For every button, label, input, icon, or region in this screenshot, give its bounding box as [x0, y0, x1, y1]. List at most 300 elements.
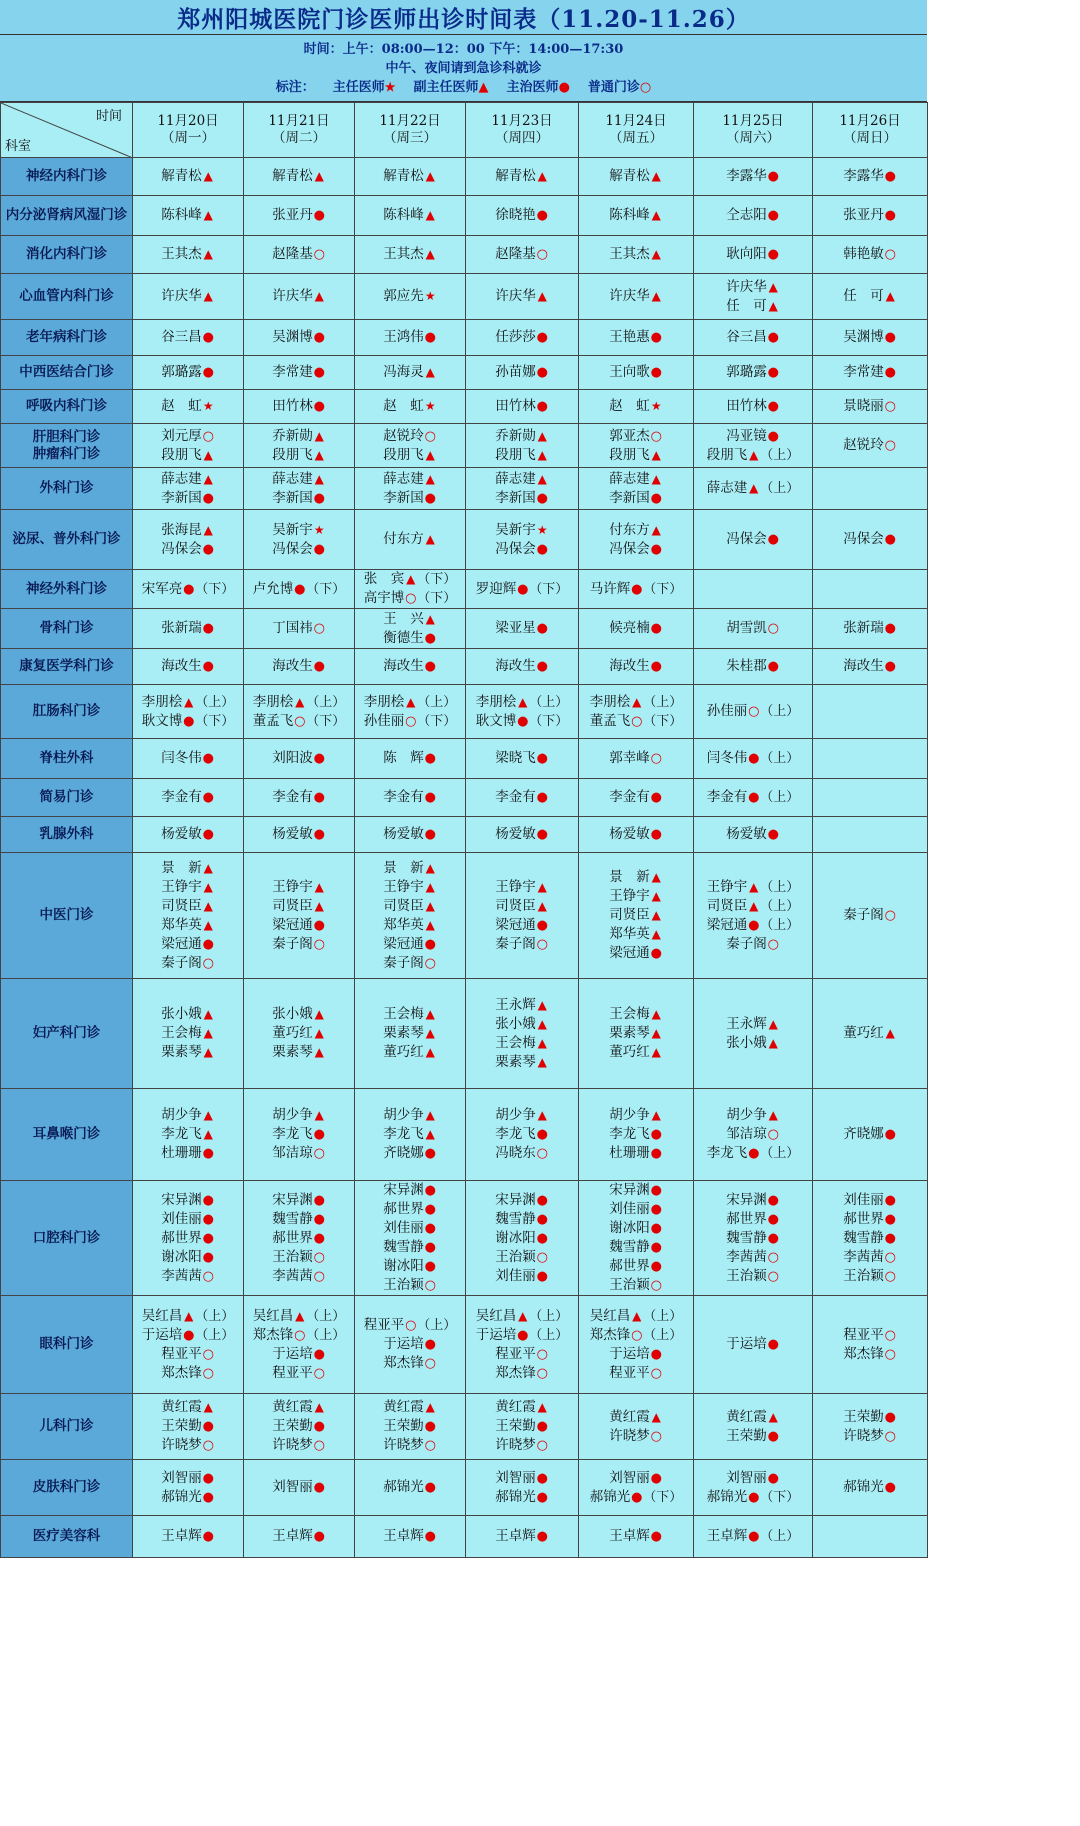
- doctor-entry: [133, 935, 243, 954]
- dot-icon: ●: [313, 1230, 325, 1246]
- schedule-cell: [244, 356, 355, 390]
- doctor-entry: [813, 1478, 927, 1497]
- doctor-entry: [466, 1144, 578, 1163]
- doctor-name: 郝锦光: [383, 1479, 424, 1495]
- ring-icon: ○: [650, 1365, 662, 1381]
- doctor-entry: [133, 540, 243, 559]
- doctor-name: 李茜茜: [272, 1267, 313, 1284]
- doctor-entry: [694, 1335, 812, 1354]
- triangle-icon: ▲: [651, 169, 661, 183]
- dot-icon: ●: [202, 1470, 214, 1486]
- doctor-name: 刘佳丽: [161, 1210, 202, 1227]
- schedule-cell: [355, 468, 466, 510]
- doctor-entry: [244, 657, 354, 676]
- doctor-name: 杨爱敏: [383, 826, 424, 842]
- triangle-icon: ▲: [768, 279, 778, 294]
- doctor-entry: [579, 1144, 693, 1163]
- doctor-entry: [466, 580, 578, 599]
- ring-icon: ○: [767, 936, 779, 952]
- doctor-entry: [579, 1364, 693, 1383]
- doctor-entry: [244, 897, 354, 916]
- day-header: 11月26日 （周日）: [813, 103, 928, 158]
- schedule-cell: [355, 779, 466, 817]
- schedule-cell: [133, 779, 244, 817]
- doctor-entry: [133, 1024, 243, 1043]
- doctor-name: 胡雪凯: [726, 620, 767, 636]
- schedule-cell: [579, 356, 694, 390]
- doctor-entry: [244, 693, 354, 712]
- doctor-name: 海改生: [272, 658, 313, 674]
- doctor-name: 冯保会: [609, 540, 650, 557]
- triangle-icon: ▲: [768, 1409, 778, 1424]
- dot-icon: ●: [650, 1127, 662, 1142]
- dot-icon: ●: [884, 1230, 896, 1246]
- dot-icon: ●: [650, 621, 662, 636]
- doctor-name: 郝世界: [726, 1210, 767, 1227]
- schedule-info: [0, 35, 927, 102]
- schedule-cell: [813, 1460, 928, 1516]
- doctor-entry: [133, 1345, 243, 1364]
- session-suffix: （上）: [306, 1308, 346, 1324]
- doctor-name: 孙苗娜: [495, 364, 536, 380]
- doctor-entry: [813, 657, 927, 676]
- triangle-icon: ▲: [518, 1308, 528, 1323]
- doctor-name: 任 可: [843, 288, 884, 304]
- triangle-icon: ▲: [425, 879, 435, 894]
- dot-icon: ●: [767, 208, 779, 223]
- ring-icon: ○: [884, 1428, 896, 1444]
- schedule-cell: [579, 853, 694, 979]
- doctor-name: 司贤臣: [383, 897, 424, 914]
- dot-icon: ●: [884, 1211, 896, 1227]
- doctor-name: 魏雪静: [383, 1239, 424, 1255]
- schedule-cell: [579, 817, 694, 853]
- doctor-entry: [244, 363, 354, 382]
- schedule-cell: [694, 1089, 813, 1181]
- doctor-name: 刘佳丽: [609, 1201, 650, 1217]
- triangle-icon: ▲: [203, 1127, 213, 1141]
- doctor-entry: [355, 489, 465, 508]
- schedule-cell: [813, 196, 928, 236]
- dot-icon: ●: [536, 1529, 548, 1544]
- dot-icon: ●: [313, 1480, 325, 1495]
- doctor-name: 郑杰锋: [495, 1364, 536, 1381]
- dot-icon: ●: [424, 630, 436, 646]
- dot-icon: ●: [767, 532, 779, 547]
- schedule-cell: [244, 570, 355, 609]
- doctor-name: 李龙飞: [272, 1126, 313, 1142]
- schedule-cell: [466, 468, 579, 510]
- doctor-entry: [133, 749, 243, 768]
- schedule-cell: [355, 570, 466, 609]
- doctor-name: 李龙飞: [383, 1126, 424, 1142]
- triangle-icon: ▲: [537, 1016, 547, 1031]
- department-name: 耳鼻喉门诊: [32, 1126, 101, 1142]
- schedule-row: [1, 236, 928, 274]
- doctor-entry: [813, 619, 927, 638]
- dot-icon: ●: [767, 365, 779, 380]
- dot-icon: ●: [650, 1240, 662, 1255]
- session-suffix: （上）: [760, 1529, 800, 1544]
- schedule-cell: [133, 1460, 244, 1516]
- doctor-name: 段朋飞: [495, 446, 536, 463]
- ring-icon: ○: [424, 428, 436, 444]
- doctor-entry: [355, 657, 465, 676]
- dot-icon: ●: [424, 751, 436, 766]
- doctor-entry: [579, 1024, 693, 1043]
- doctor-entry: [694, 427, 812, 446]
- doctor-entry: [133, 446, 243, 465]
- schedule-cell: [466, 649, 579, 685]
- dot-icon: ●: [202, 1419, 214, 1434]
- dot-icon: ●: [650, 1221, 662, 1236]
- schedule-row: [1, 510, 928, 570]
- doctor-entry: [244, 521, 354, 540]
- star-icon: ★: [536, 522, 548, 537]
- doctor-entry: [244, 1307, 354, 1326]
- doctor-name: 谢冰阳: [495, 1229, 536, 1246]
- doctor-name: 刘阳波: [272, 750, 313, 766]
- doctor-entry: [579, 749, 693, 768]
- doctor-entry: [813, 1408, 927, 1427]
- doctor-name: 魏雪静: [609, 1239, 650, 1255]
- doctor-name: 栗素琴: [272, 1044, 313, 1060]
- doctor-name: 许晓梦: [161, 1437, 202, 1453]
- triangle-icon: ▲: [425, 898, 435, 913]
- department-cell: [1, 424, 133, 468]
- schedule-cell: [244, 424, 355, 468]
- doctor-name: 梁亚星: [495, 620, 536, 636]
- triangle-icon: ▲: [537, 1054, 547, 1069]
- doctor-entry: [466, 446, 578, 465]
- doctor-entry: [244, 1125, 354, 1144]
- dot-icon: ●: [424, 1419, 436, 1434]
- schedule-cell: [244, 196, 355, 236]
- doctor-entry: [355, 1316, 465, 1335]
- doctor-name: 李常建: [272, 364, 313, 380]
- doctor-entry: [694, 619, 812, 638]
- dot-icon: ●: [748, 790, 760, 805]
- doctor-entry: [244, 1364, 354, 1383]
- doctor-entry: [133, 897, 243, 916]
- doctor-name: 栗素琴: [383, 1025, 424, 1041]
- schedule-cell: [244, 158, 355, 196]
- dot-icon: ●: [202, 1249, 214, 1265]
- doctor-name: 许庆华: [272, 288, 313, 304]
- doctor-name: 栗素琴: [161, 1044, 202, 1060]
- doctor-entry: [244, 489, 354, 508]
- triangle-icon: ▲: [425, 1127, 435, 1141]
- dot-icon: ●: [767, 1470, 779, 1486]
- triangle-icon: ▲: [651, 889, 661, 903]
- doctor-name: 吴新宇: [495, 521, 536, 538]
- doctor-entry: [813, 397, 927, 416]
- session-suffix: （上）: [306, 1327, 346, 1343]
- doctor-entry: [466, 1307, 578, 1326]
- dot-icon: ●: [650, 1346, 662, 1362]
- dot-icon: ●: [536, 917, 548, 933]
- triangle-icon: ▲: [651, 1108, 661, 1122]
- triangle-icon: ▲: [184, 1308, 194, 1323]
- doctor-name: 宋异渊: [495, 1191, 536, 1208]
- dot-icon: ●: [313, 330, 325, 345]
- session-suffix: （下）: [417, 591, 457, 606]
- department-name: 心血管内科门诊: [19, 288, 114, 304]
- dot-icon: ●: [767, 1230, 779, 1246]
- schedule-cell: [355, 274, 466, 320]
- doctor-entry: [813, 906, 927, 925]
- schedule-cell: [355, 1089, 466, 1181]
- ring-icon: ○: [424, 1356, 436, 1371]
- dot-icon: ●: [202, 1489, 214, 1505]
- doctor-entry: [813, 1267, 927, 1286]
- doctor-name: 薛志建: [383, 470, 424, 487]
- doctor-name: 田竹林: [726, 398, 767, 414]
- doctor-name: 栗素琴: [609, 1025, 650, 1041]
- session-suffix: （下）: [760, 1489, 800, 1505]
- schedule-cell: [133, 649, 244, 685]
- doctor-entry: [813, 363, 927, 382]
- doctor-entry: [133, 1191, 243, 1210]
- doctor-name: 王荣勤: [495, 1418, 536, 1434]
- doctor-name: 田竹林: [495, 398, 536, 414]
- dot-icon: ●: [517, 581, 529, 597]
- doctor-entry: [133, 1210, 243, 1229]
- doctor-entry: [133, 1527, 243, 1546]
- doctor-entry: [355, 825, 465, 844]
- doctor-name: 李龙飞: [161, 1126, 202, 1142]
- schedule-cell: [466, 274, 579, 320]
- ring-icon: ○: [202, 955, 214, 971]
- doctor-name: 景晓丽: [843, 398, 884, 414]
- header-row: [1, 103, 928, 158]
- doctor-name: 胡少争: [161, 1107, 202, 1123]
- schedule-cell: [244, 1394, 355, 1460]
- doctor-name: 段朋飞: [609, 446, 650, 463]
- dot-icon: ●: [424, 330, 436, 345]
- schedule-cell: [355, 158, 466, 196]
- doctor-entry: [579, 1219, 693, 1238]
- schedule-cell: [694, 468, 813, 510]
- schedule-cell: [694, 1460, 813, 1516]
- doctor-name: 梁冠通: [161, 935, 202, 952]
- doctor-name: 于运培: [272, 1345, 313, 1362]
- doctor-name: 郑杰锋: [383, 1355, 424, 1371]
- schedule-cell: [466, 1296, 579, 1394]
- schedule-cell: [244, 1089, 355, 1181]
- doctor-name: 闫冬伟: [161, 750, 202, 766]
- doctor-entry: [694, 1034, 812, 1053]
- doctor-name: 王治颖: [726, 1267, 767, 1284]
- doctor-entry: [579, 1527, 693, 1546]
- triangle-icon: ▲: [203, 208, 213, 222]
- ring-icon: ○: [424, 955, 436, 971]
- schedule-cell: [813, 1516, 928, 1558]
- schedule-row: [1, 979, 928, 1089]
- doctor-name: 仝志阳: [726, 207, 767, 223]
- schedule-cell: [694, 609, 813, 649]
- schedule-cell: [579, 320, 694, 356]
- schedule-cell: [466, 1394, 579, 1460]
- doctor-name: 赵隆基: [495, 246, 536, 262]
- doctor-name: 孙佳丽: [706, 703, 748, 719]
- doctor-entry: [244, 427, 354, 446]
- schedule-cell: [355, 1516, 466, 1558]
- doctor-entry: [694, 1210, 812, 1229]
- schedule-cell: [355, 320, 466, 356]
- triangle-icon: ▲: [425, 917, 435, 932]
- triangle-icon: ▲: [632, 694, 642, 709]
- doctor-name: 郝锦光: [161, 1488, 202, 1505]
- doctor-name: 任莎莎: [495, 329, 536, 345]
- dot-icon: ●: [313, 208, 325, 223]
- ring-icon: ○: [405, 591, 417, 606]
- ring-icon: ○: [202, 1268, 214, 1284]
- dot-icon: ●: [424, 1221, 436, 1236]
- doctor-entry: [355, 1436, 465, 1455]
- doctor-name: 王卓辉: [706, 1528, 748, 1544]
- dot-icon: ●: [767, 330, 779, 345]
- schedule-cell: [813, 1394, 928, 1460]
- doctor-name: 王卓辉: [609, 1528, 650, 1544]
- dot-icon: ●: [650, 1529, 662, 1544]
- doctor-entry: [579, 825, 693, 844]
- schedule-cell: [813, 158, 928, 196]
- ring-icon: ○: [313, 1268, 325, 1284]
- schedule-cell: [133, 390, 244, 424]
- triangle-icon: ▲: [749, 879, 759, 894]
- dot-icon: ●: [424, 1240, 436, 1255]
- doctor-entry: [244, 1144, 354, 1163]
- doctor-entry: [244, 1024, 354, 1043]
- triangle-icon: ▲: [651, 522, 661, 537]
- dot-icon: ●: [536, 1470, 548, 1486]
- doctor-name: 胡少争: [272, 1107, 313, 1123]
- department-name: 神经外科门诊: [26, 580, 107, 597]
- doctor-name: 吴红昌: [475, 1307, 517, 1324]
- doctor-entry: [355, 206, 465, 225]
- doctor-entry: [694, 479, 812, 498]
- dot-icon: ●: [424, 827, 436, 842]
- doctor-entry: [694, 825, 812, 844]
- doctor-entry: [355, 1144, 465, 1163]
- doctor-name: 黄红霞: [495, 1399, 536, 1415]
- department-name: 肛肠科门诊: [32, 703, 101, 719]
- doctor-entry: [133, 427, 243, 446]
- doctor-name: 耿文博: [475, 712, 517, 729]
- triangle-icon: ▲: [425, 611, 435, 626]
- doctor-entry: [694, 657, 812, 676]
- dot-icon: ●: [424, 936, 436, 952]
- ring-icon: ○: [313, 247, 325, 262]
- doctor-entry: [244, 1527, 354, 1546]
- triangle-icon: ▲: [537, 898, 547, 913]
- dot-icon: ●: [884, 1480, 896, 1495]
- schedule-cell: [694, 570, 813, 609]
- session-suffix: （上）: [417, 1318, 457, 1333]
- schedule-cell: [813, 1089, 928, 1181]
- triangle-icon: ▲: [425, 1108, 435, 1122]
- doctor-entry: [466, 1034, 578, 1053]
- doctor-entry: [579, 657, 693, 676]
- doctor-entry: [355, 749, 465, 768]
- doctor-entry: [133, 328, 243, 347]
- schedule-cell: [133, 570, 244, 609]
- doctor-name: 胡少争: [383, 1107, 424, 1123]
- doctor-name: 薛志建: [272, 470, 313, 487]
- doctor-entry: [133, 1144, 243, 1163]
- department-name: 康复医学科门诊: [19, 658, 114, 674]
- schedule-cell: [813, 739, 928, 779]
- dot-icon: ●: [313, 659, 325, 674]
- ring-icon: ○: [536, 1365, 548, 1381]
- ring-icon: ○: [884, 1249, 896, 1265]
- doctor-entry: [579, 580, 693, 599]
- doctor-name: 魏雪静: [495, 1210, 536, 1227]
- doctor-name: 李茜茜: [161, 1267, 202, 1284]
- ring-icon: ○: [767, 1127, 779, 1142]
- doctor-entry: [133, 245, 243, 264]
- schedule-cell: [466, 390, 579, 424]
- doctor-name: 段朋飞: [161, 446, 202, 463]
- doctor-entry: [133, 470, 243, 489]
- doctor-name: 海改生: [843, 658, 884, 674]
- schedule-cell: [694, 158, 813, 196]
- doctor-entry: [355, 1106, 465, 1125]
- dot-icon: ●: [650, 827, 662, 842]
- doctor-name: 刘佳丽: [383, 1220, 424, 1236]
- doctor-entry: [579, 1469, 693, 1488]
- session-suffix: （上）: [643, 694, 683, 710]
- dot-icon: ●: [536, 490, 548, 506]
- doctor-name: 谢冰阳: [161, 1248, 202, 1265]
- dot-icon: ●: [424, 1480, 436, 1495]
- dot-icon: ●: [202, 490, 214, 506]
- triangle-icon: ▲: [425, 447, 435, 462]
- doctor-entry: [466, 1345, 578, 1364]
- doctor-entry: [133, 1248, 243, 1267]
- dot-icon: ●: [536, 1211, 548, 1227]
- doctor-name: 任 可: [726, 297, 767, 314]
- doctor-entry: [355, 1417, 465, 1436]
- star-icon: ★: [424, 289, 436, 303]
- ring-icon: ○: [536, 1146, 548, 1161]
- doctor-entry: [579, 1488, 693, 1507]
- dot-icon: ●: [424, 1146, 436, 1161]
- triangle-icon: ▲: [203, 522, 213, 537]
- dot-icon: ●: [650, 1202, 662, 1217]
- doctor-name: 王艳惠: [609, 329, 650, 345]
- schedule-cell: [579, 236, 694, 274]
- schedule-cell: [244, 779, 355, 817]
- triangle-icon: ▲: [295, 1308, 305, 1323]
- doctor-name: 黄红霞: [272, 1399, 313, 1415]
- doctor-name: 许庆华: [161, 288, 202, 304]
- doctor-entry: [244, 749, 354, 768]
- schedule-cell: [694, 320, 813, 356]
- doctor-entry: [813, 1210, 927, 1229]
- schedule-cell: [579, 1181, 694, 1296]
- dot-icon: ●: [650, 365, 662, 380]
- dot-icon: ●: [767, 169, 779, 184]
- triangle-icon: ▲: [651, 1045, 661, 1059]
- ring-icon: ○: [748, 704, 760, 719]
- department-cell: [1, 320, 133, 356]
- doctor-entry: [579, 906, 693, 925]
- doctor-name: 黄红霞: [726, 1408, 767, 1425]
- doctor-name: 许晓梦: [495, 1437, 536, 1453]
- dot-icon: ●: [650, 330, 662, 345]
